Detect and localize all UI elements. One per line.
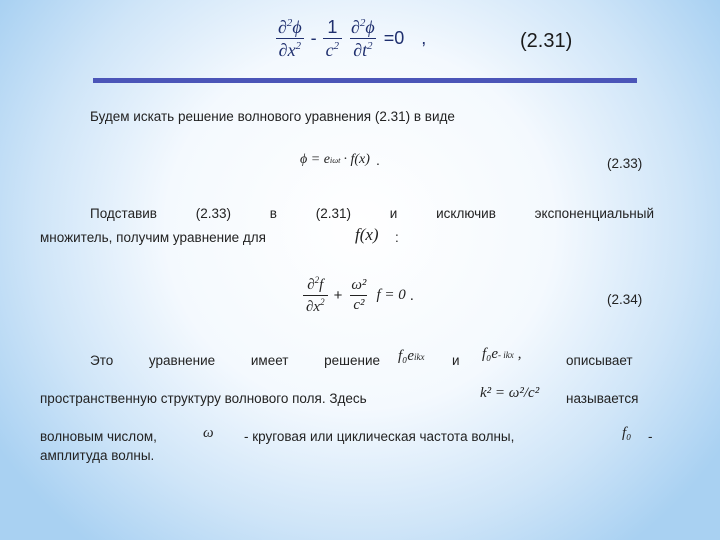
equation-number-2-34: (2.34) — [607, 292, 643, 307]
d2phi-dt2-fraction: $\frac{\partial^2\phi}{\partial t^2}$ — [351, 17, 375, 60]
equation-number-2-31: (2.31) — [520, 30, 573, 52]
d2phi-dx2-fraction: $\frac{\partial^2\phi}{\partial x^2}$ — [275, 18, 305, 59]
omega-symbol: ω — [203, 425, 214, 441]
paragraph-substitution-line1: Подставив (2.33) в (2.31) и исключив экспоненциальный — [90, 206, 654, 221]
amplitude-symbol: f₀ — [622, 425, 632, 441]
paragraph-solution-line1-start: Это уравнение имеет решение — [90, 353, 380, 368]
inline-f-of-x: f(x) — [355, 225, 379, 244]
equation-comma: , — [421, 28, 427, 48]
paragraph-solution-line3-start: волновым числом, — [40, 429, 157, 444]
paragraph-solution-line1-end: описывает — [566, 353, 633, 368]
word-and: и — [452, 353, 460, 368]
equation-2-34: $\frac{\partial^2f}{\partial x^2}$ + $\frac{\text{ω²}}{\text{c²}}$ f = 0 . — [300, 276, 414, 315]
solution-positive-exponent: f₀e ikx — [398, 348, 425, 364]
wavenumber-formula: k² = ω²/c² — [480, 385, 540, 401]
one-over-c2-fraction: $\frac{1}{c^2}$ — [323, 18, 342, 59]
paragraph-solution-line4: амплитуда волны. — [40, 448, 155, 463]
equation-number-2-33: (2.33) — [607, 156, 643, 171]
paragraph-substitution-line2: множитель, получим уравнение для — [40, 230, 266, 245]
omega2-over-c2-fraction: $\frac{\text{ω²}}{\text{c²}}$ — [351, 277, 367, 313]
paragraph-solution-line3-dash: - — [648, 429, 653, 444]
solution-negative-exponent: f₀e - ikx , — [482, 346, 522, 362]
minus-sign: - — [310, 28, 317, 48]
equation-2-31 — [272, 18, 426, 59]
d2f-dx2-fraction: $\frac{\partial^2f}{\partial x^2}$ — [303, 276, 328, 315]
paragraph-solution-line2-end: называется — [566, 391, 639, 406]
paragraph-solution-line3-middle: - круговая или циклическая частота волны, — [244, 429, 515, 444]
paragraph-intro: Будем искать решение волнового уравнения (2.31) в виде — [90, 109, 455, 124]
paragraph-solution-line2-start: пространственную структуру волнового поля. Здесь — [40, 391, 367, 406]
header-divider — [93, 78, 637, 83]
plus-sign: + — [333, 287, 343, 304]
equation-2-33: ϕ = e iωt · f(x) . — [300, 152, 380, 168]
equals-zero: =0 — [383, 28, 405, 48]
paragraph-substitution-colon: : — [395, 230, 399, 245]
